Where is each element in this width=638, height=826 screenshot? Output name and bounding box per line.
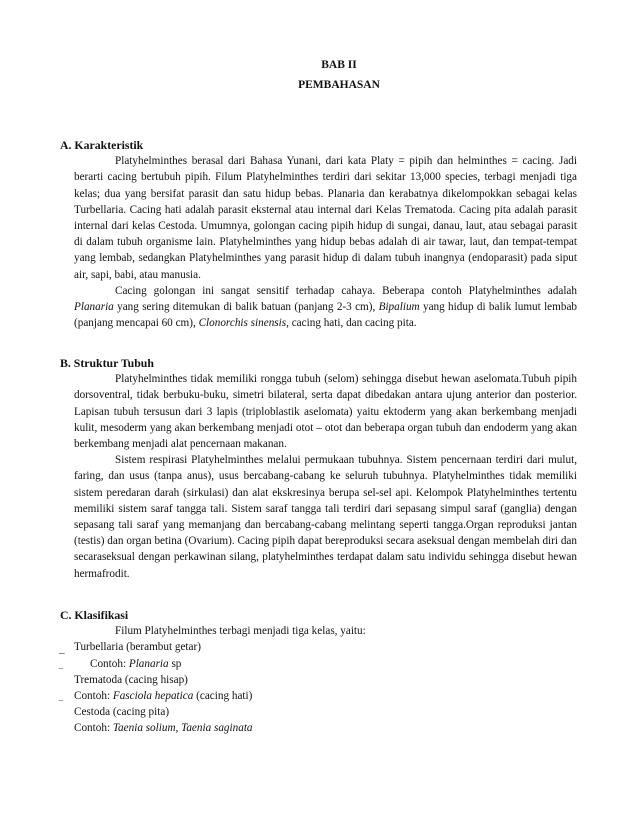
species-name: Planaria (128, 657, 169, 670)
list-item-example: Contoh: Taenia solium, Taenia saginata (74, 722, 253, 735)
section-heading: C. Klasifikasi (60, 608, 129, 622)
chapter-title: PEMBAHASAN (298, 79, 380, 91)
section-heading: B. Struktur Tubuh (60, 356, 154, 370)
list-item: ‾ Trematoda (cacing hisap) (59, 668, 188, 686)
paragraph: Platyhelminthes tidak memiliki rongga tubuh (selom) sehingga disebut hewan aselomata.Tubuh pipih dorsoventral, tidak berbuku-buku, simetri bilateral, serta dapat dibedakan antara ujung anterior dan posterior. Lapisan tubuh tersusun dari 3 lapis (triploblastik aselomata) yaitu ektoderm yang akan berkembang menjadi kulit, mesoderm yang akan berkembang menjadi otot – otot dan beberapa organ tubuh dan endoderm yang akan berkembang menjadi alat pencernaan makanan. (74, 373, 577, 451)
section-struktur-tubuh (62, 355, 577, 582)
paragraph: Platyhelminthes berasal dari Bahasa Yunani, dari kata Platy = pipih dan helminthes = cacing. Jadi berarti cacing bertubuh pipih. Filum Platyhelminthes terdiri dari sekitar 13,000 species, terbagi menjadi tiga kelas; dua yang bersifat parasit dan satu hidup bebas. Planaria dan kerabatnya dikelompokkan sebagai kelas Turbellaria. Cacing hati adalah parasit eksternal atau internal dari Kelas Trematoda. Cacing pita adalah parasit internal dari kelas Cestoda. Umumnya, golongan cacing pipih hidup di sungai, danau, laut, atau sebagai parasit di dalam tubuh organisme lain. Platyhelminthes yang hidup bebas adalah di air tawar, laut, dan tempat-tempat yang lembab, sedangkan Platyhelminthes yang parasit hidup di dalam tubuh inangnya (endoparasit) pada siput air, sapi, babi, atau manusia. (74, 155, 577, 281)
paragraph: Cacing golongan ini sangat sensitif terhadap cahaya. Beberapa contoh Platyhelminthes adalah Planaria yang sering ditemukan di balik batuan (panjang 2-3 cm), Bipalium yang hidup di balik lumut lembab (panjang mencapai 60 cm), Clonorchis sinensis, cacing hati, dan cacing pita. (74, 284, 577, 330)
chapter-number: BAB II (321, 59, 357, 71)
species-name: Bipalium (378, 301, 420, 314)
classification-intro: Filum Platyhelminthes terbagi menjadi tiga kelas, yaitu: (115, 625, 366, 638)
list-item: _ Turbellaria (berambut getar) (62, 639, 577, 655)
paragraph: Sistem respirasi Platyhelminthes melalui permukaan tubuhnya. Sistem pencernaan terdiri dari mulut, faring, dan usus (tanpa anus), usus bercabang-cabang ke seluruh tubuhnya. Platyhelminthes tidak memiliki sistem peredaran darah (sirkulasi) dan alat ekskresinya berupa sel-sel api. Kelompok Platyhelminthes tertentu memiliki sistem saraf tangga tali. Sistem saraf tangga tali terdiri dari sepasang simpul saraf (ganglia) dengan sepasang tali saraf yang memanjang dan bercabang-cabang melintang seperti tangga.Organ reproduksi jantan (testis) dan organ betina (Ovarium). Cacing pipih dapat bereproduksi secara aseksual dengan membelah diri dan secaraseksual dengan perkawinan silang, platyhelminthes terdapat dalam satu individu sehingga disebut hewan hermafrodit. (74, 454, 577, 580)
section-klasifikasi (59, 607, 577, 737)
species-name: Fasciola hepatica (112, 690, 194, 703)
bullet-dash: ‾ (59, 701, 63, 714)
chapter-header (0, 55, 638, 95)
section-karakteristik (62, 137, 577, 331)
bullet-dash: _ (59, 643, 65, 656)
bullet-dash: ‾ (59, 668, 63, 681)
species-name: Clonorchis sinensis (198, 317, 287, 330)
list-item-example: Contoh: Planaria sp (90, 657, 182, 670)
species-name: Planaria (74, 301, 114, 314)
species-name: Taenia solium, Taenia saginata (112, 722, 253, 735)
list-item-example: Contoh: Fasciola hepatica (cacing hati) (74, 690, 253, 703)
section-heading: A. Karakteristik (60, 138, 144, 152)
list-item: ‾ Cestoda (cacing pita) (59, 701, 170, 719)
